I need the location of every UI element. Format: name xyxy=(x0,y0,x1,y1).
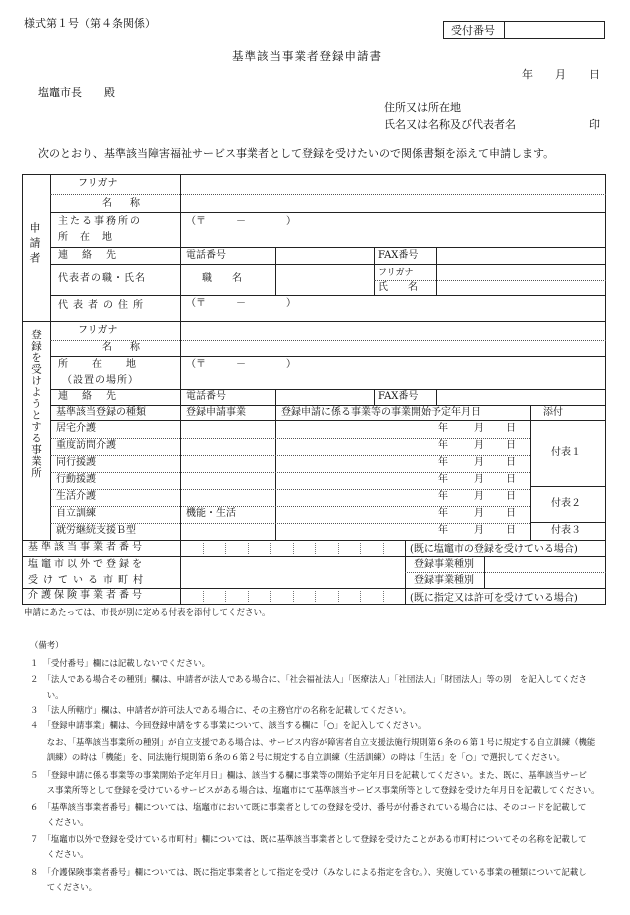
reg-type-label-2: 登録事業種別 xyxy=(414,575,474,586)
applicant-address-label: 住所又は所在地 xyxy=(384,101,461,114)
applicant-tel-label: 電話番号 xyxy=(186,250,226,261)
service-row-date-month: 月 xyxy=(474,440,484,451)
service-row-date-year: 年 xyxy=(438,525,448,536)
service-row-apply[interactable]: 機能・生活 xyxy=(186,508,236,519)
page-title: 基準該当事業者登録申請書 xyxy=(232,49,382,63)
applicant-name-label: 名称 xyxy=(102,198,158,209)
service-row-name: 自立訓練 xyxy=(56,508,96,519)
service-row-date-year: 年 xyxy=(438,491,448,502)
attach-3: 付表３ xyxy=(551,525,581,536)
service-row-date-month: 月 xyxy=(474,508,484,519)
facility-location-note: （設置の場所） xyxy=(62,375,139,386)
service-type-header: 基準該当登録の種類 xyxy=(56,407,146,418)
service-row-date-day: 日 xyxy=(506,440,516,451)
attach-header: 添付 xyxy=(543,407,563,418)
rep-name-label: 氏 名 xyxy=(378,282,418,293)
service-row-name: 同行援護 xyxy=(56,457,96,468)
facility-furigana-label: フリガナ xyxy=(78,325,118,336)
applicant-contact-label: 連絡先 xyxy=(58,250,130,261)
kaigo-number-note: (既に指定又は許可を受けている場合) xyxy=(410,593,578,604)
service-row-name: 生活介護 xyxy=(56,491,96,502)
note-line: ６ 「基準該当事業者番号」欄については、塩竈市において既に事業者としての登録を受け、番号が付番されている場合には、そのコードを記載して xyxy=(30,802,587,812)
kijun-number-note: (既に塩竈市の登録を受けている場合) xyxy=(410,544,578,555)
applicant-group-label: 申請者 xyxy=(28,222,41,267)
note-line: ５ 「登録申請に係る事業等の事業開始予定年月日」欄は、該当する欄に事業等の開始予定年月日を記載してください。また、既に、基準該当サービ xyxy=(30,770,587,780)
note-line: い。 xyxy=(30,690,64,700)
service-row-date-day: 日 xyxy=(506,423,516,434)
service-row-date-year: 年 xyxy=(438,423,448,434)
note-line: なお、「基準該当事業所の種別」が自立支援である場合は、サービス内容が障害者自立支援法施行規則第６条の６第１号に規定する自立訓練（機能 xyxy=(30,737,596,747)
note-line: ８ 「介護保険事業者番号」欄については、既に指定事業者として指定を受け（みなしによる指定を含む。）、実施している事業の種類について記載し xyxy=(30,867,587,877)
service-row-name: 行動援護 xyxy=(56,474,96,485)
date-year: 年 xyxy=(522,68,533,81)
facility-postal: （〒 － ） xyxy=(186,359,296,370)
intro-text: 次のとおり、基準該当障害福祉サービス事業者として登録を受けたいので関係書類を添えて申請します。 xyxy=(38,147,555,160)
facility-tel-label: 電話番号 xyxy=(186,391,226,402)
note-line: １ 「受付番号」欄には記載しないでください。 xyxy=(30,658,211,668)
note-line: ス事業所等として登録を受けているサービスがある場合は、塩竈市にて基準該当サービス事業所等として登録を受けた年月日を記載してください。 xyxy=(30,785,600,795)
service-row-date-year: 年 xyxy=(438,508,448,519)
seal-mark: 印 xyxy=(589,118,600,131)
service-row-name: 居宅介護 xyxy=(56,423,96,434)
office-label-2: 所在地 xyxy=(58,232,124,243)
service-row-date-year: 年 xyxy=(438,457,448,468)
service-row-date-month: 月 xyxy=(474,423,484,434)
note-line: 訓練）の時は「機能」を、同法施行規則第６条の６第２号に規定する自立訓練（生活訓練）の時は「生活」を「○」で選択してください。 xyxy=(30,752,565,762)
office-label-1: 主たる事務所の xyxy=(58,216,142,227)
other-city-label-1: 塩竈市以外で登録を xyxy=(28,559,145,570)
note-line: ４ 「登録申請事業」欄は、今回登録申請をする事業について、該当する欄に「○」を記入してください。 xyxy=(30,720,427,730)
date-month: 月 xyxy=(555,68,566,81)
service-row-date-month: 月 xyxy=(474,457,484,468)
note-line: ７ 「塩竈市以外で登録を受けている市町村」欄については、既に基準該当事業者として登録を受けたことがある市町村についてその名称を記載して xyxy=(30,834,587,844)
service-row-date-month: 月 xyxy=(474,491,484,502)
rep-postal: （〒 － ） xyxy=(186,298,296,309)
service-row-date-day: 日 xyxy=(506,508,516,519)
attach-1: 付表１ xyxy=(551,447,581,458)
reg-type-label-1: 登録事業種別 xyxy=(414,559,474,570)
kijun-number-label: 基準該当事業者番号 xyxy=(28,542,145,553)
service-row-date-year: 年 xyxy=(438,474,448,485)
apply-header: 登録申請事業 xyxy=(186,407,246,418)
note-line: ３ 「法人所轄庁」欄は、申請者が許可法人である場合に、その主務官庁の名称を記載してください。 xyxy=(30,705,412,715)
receipt-number-label: 受付番号 xyxy=(451,24,495,37)
kaigo-number-label: 介護保険事業者番号 xyxy=(28,590,145,601)
facility-name-label: 名称 xyxy=(102,342,158,353)
applicant-furigana-label: フリガナ xyxy=(78,178,118,189)
note-line: ２ 「法人である場合その種別」欄は、申請者が法人である場合に、「社会福祉法人」「医療法人」「社団法人」「財団法人」等の別 を記入してくださ xyxy=(30,674,587,684)
facility-location-label: 所在地 xyxy=(58,359,160,370)
service-row-date-day: 日 xyxy=(506,474,516,485)
applicant-name-label: 氏名又は名称及び代表者名 xyxy=(384,118,516,131)
service-row-date-day: 日 xyxy=(506,525,516,536)
service-row-date-month: 月 xyxy=(474,525,484,536)
facility-contact-label: 連絡先 xyxy=(58,391,130,402)
note-line: ください。 xyxy=(30,817,89,827)
rep-address-label: 代表者の住所 xyxy=(58,300,148,311)
form-number: 様式第１号（第４条関係） xyxy=(24,17,156,30)
attach-note: 申請にあたっては、市長が別に定める付表を添付してください。 xyxy=(24,608,271,618)
note-line: てください。 xyxy=(30,882,97,892)
applicant-fax-label: FAX番号 xyxy=(378,250,419,261)
applicant-postal: （〒 － ） xyxy=(186,216,296,227)
attach-2: 付表２ xyxy=(551,498,581,509)
facility-fax-label: FAX番号 xyxy=(378,391,419,402)
rep-position-label: 職 名 xyxy=(202,273,242,284)
service-row-date-day: 日 xyxy=(506,457,516,468)
note-line: ください。 xyxy=(30,849,89,859)
service-row-date-day: 日 xyxy=(506,491,516,502)
notes-heading: （備考） xyxy=(30,640,64,650)
rep-title-label: 代表者の職・氏名 xyxy=(58,273,146,284)
date-day: 日 xyxy=(589,68,600,81)
service-row-date-year: 年 xyxy=(438,440,448,451)
other-city-label-2: 受けている市町村 xyxy=(28,575,148,586)
addressee: 塩竈市長 殿 xyxy=(38,86,115,99)
facility-group-label: 登録を受けようとする事業所 xyxy=(30,329,42,479)
service-row-name: 就労継続支援Ｂ型 xyxy=(56,525,136,536)
start-date-header: 登録申請に係る事業等の事業開始予定年月日 xyxy=(281,407,481,418)
service-row-name: 重度訪問介護 xyxy=(56,440,116,451)
rep-furigana-label: フリガナ xyxy=(378,268,414,278)
service-row-date-month: 月 xyxy=(474,474,484,485)
